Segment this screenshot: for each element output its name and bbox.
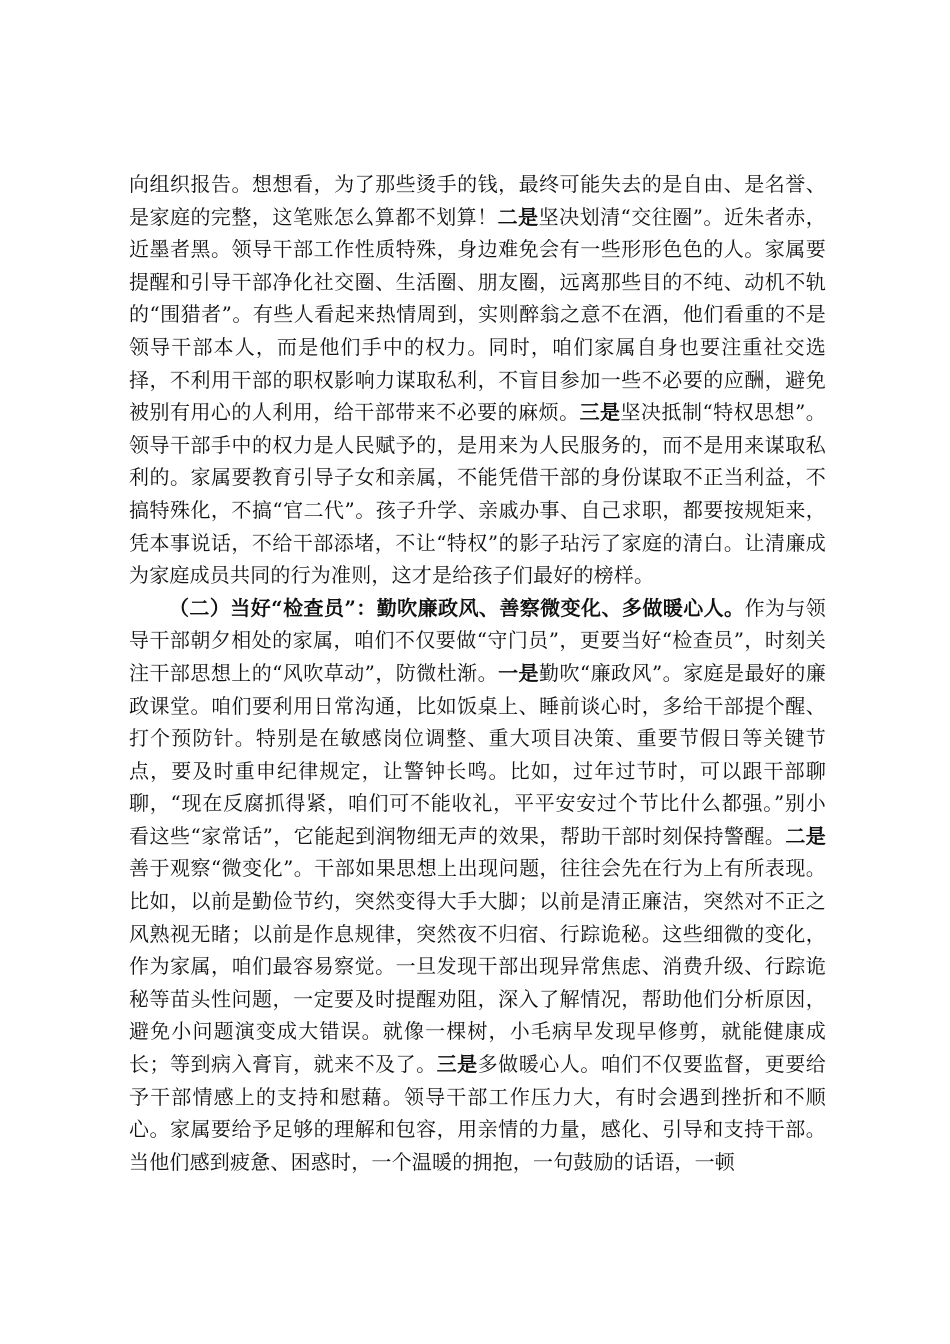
text-run: 向组织报告。想想看，为了那些烫手的钱，最终可能失去的是自由、是名誉、是家庭的完整，这笔账怎么算都不划算！: [129, 172, 826, 229]
bold-run: 二是: [785, 823, 826, 848]
text-run: 勤吹“廉政风”。家庭是最好的廉政课堂。咱们要利用日常沟通，比如饭桌上、睡前谈心时，多给干部提个醒、打个预防针。特别是在敏感岗位调整、重大项目决策、重要节假日等关键节点，要及时重申纪律规定，让警钟长鸣。比如，过年过节时，可以跟干部聊聊，“现在反腐抓得紧，咱们可不能收礼，平平安安过个节比什么都强。”别小看这些“家常话”，它能起到润物细无声的效果，帮助干部时刻保持警醒。: [129, 660, 827, 848]
bold-run: 三是: [436, 1052, 478, 1077]
text-run: 多做暖心人。咱们不仅要监督，更要给予干部情感上的支持和慰藉。领导干部工作压力大，有时会遇到挫折和不顺心。家属要给予足够的理解和包容，用亲情的力量，感化、引导和支持干部。当他们感到疲惫、困惑时，一个温暖的拥抱，一句鼓励的话语，一顿: [129, 1052, 827, 1174]
document-page: [129, 168, 826, 1178]
text-run: 作为与领导干部朝夕相处的家属，咱们不仅要做“守门员”，更要当好“检查员”，时刻关注干部思想上的“风吹草动”，防微杜渐。: [129, 595, 826, 685]
paragraph-1: [129, 168, 826, 592]
section-heading: （二）当好“检查员”：勤吹廉政风、善察微变化、多做暖心人。: [169, 595, 745, 620]
text-run: 善于观察“微变化”。干部如果思想上出现问题，往往会先在行为上有所表现。比如，以前是勤俭节约，突然变得大手大脚；以前是清正廉洁，突然对不正之风熟视无睹；以前是作息规律，突然夜不归宿、行踪诡秘。这些细微的变化，作为家属，咱们最容易察觉。一旦发现干部出现异常焦虑、消费升级、行踪诡秘等苗头性问题，一定要及时提醒劝阻，深入了解情况，帮助他们分析原因，避免小问题演变成大错误。就像一棵树，小毛病早发现早修剪，就能健康成长；等到病入膏肓，就来不及了。: [129, 856, 826, 1077]
bold-run: 三是: [579, 400, 621, 425]
bold-run: 一是: [498, 660, 539, 685]
text-run: 坚决抵制“特权思想”。领导干部手中的权力是人民赋予的，是用来为人民服务的，而不是用来谋取私利的。家属要教育引导子女和亲属，不能凭借干部的身份谋取不正当利益，不搞特殊化，不搞“官二代”。孩子升学、亲戚办事、自己求职，都要按规矩来，凭本事说话，不给干部添堵，不让“特权”的影子玷污了家庭的清白。让清廉成为家庭成员共同的行为准则，这才是给孩子们最好的榜样。: [129, 400, 826, 588]
text-run: 坚决划清“交往圈”。近朱者赤，近墨者黑。领导干部工作性质特殊，身边难免会有一些形形色色的人。家属要提醒和引导干部净化社交圈、生活圈、朋友圈，远离那些目的不纯、动机不轨的“围猎者”。有些人看起来热情周到，实则醉翁之意不在酒，他们看重的不是领导干部本人，而是他们手中的权力。同时，咱们家属自身也要注重社交选择，不利用干部的职权影响力谋取私利，不盲目参加一些不必要的应酬，避免被别有用心的人利用，给干部带来不必要的麻烦。: [129, 204, 826, 425]
paragraph-2: [129, 592, 826, 1179]
bold-run: 二是: [497, 204, 539, 229]
